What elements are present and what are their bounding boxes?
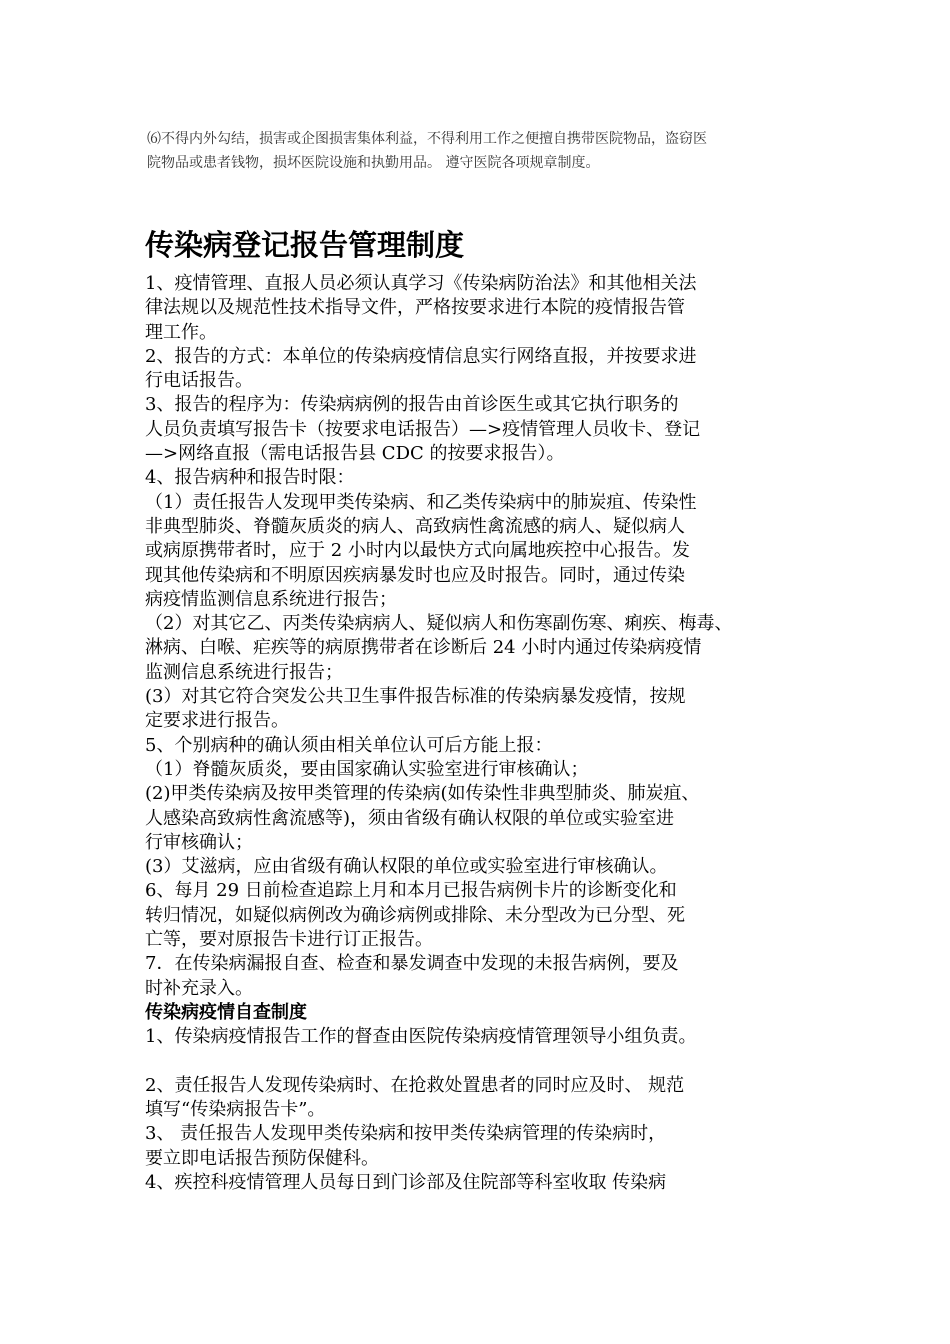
body-line: 人感染高致病性禽流感等)，须由省级有确认权限的单位或实验室进 (145, 807, 675, 829)
body-line: 亡等，要对原报告卡进行订正报告。 (145, 929, 433, 951)
body-line: 律法规以及规范性技术指导文件，严格按要求进行本院的疫情报告管 (145, 297, 685, 319)
body-line: 理工作。 (145, 321, 217, 343)
body-line: 行审核确认； (145, 831, 253, 853)
body-line: 4、报告病种和报告时限： (145, 467, 355, 489)
body-line: 填写“传染病报告卡”。 (145, 1099, 326, 1121)
body-line: 5、个别病种的确认须由相关单位认可后方能上报： (145, 734, 553, 756)
body-line: 2、责任报告人发现传染病时、在抢救处置患者的同时应及时、 规范 (145, 1074, 685, 1096)
body-line: （2）对其它乙、丙类传染病病人、疑似病人和伤寒副伤寒、痢疾、梅毒、 (145, 613, 733, 635)
body-line: (3）艾滋病，应由省级有确认权限的单位或实验室进行审核确认。 (145, 856, 668, 878)
body-line: 要立即电话报告预防保健科。 (145, 1147, 379, 1169)
body-line: 3、 责任报告人发现甲类传染病和按甲类传染病管理的传染病时， (145, 1123, 667, 1145)
body-line: 监测信息系统进行报告； (145, 661, 343, 683)
document-title: 传染病登记报告管理制度 (145, 228, 465, 262)
blank-line (145, 1050, 825, 1074)
body-line: 时补充录入。 (145, 977, 253, 999)
body-line: 非典型肺炎、脊髓灰质炎的病人、高致病性禽流感的病人、疑似病人 (145, 515, 685, 537)
body-line: 3、报告的程序为：传染病病例的报告由首诊医生或其它执行职务的 (145, 394, 679, 416)
body-line: （1）责任报告人发现甲类传染病、和乙类传染病中的肺炭疽、传染性 (145, 491, 697, 513)
section-subtitle: 传染病疫情自查制度 (145, 1001, 307, 1023)
body-line: 7．在传染病漏报自查、检查和暴发调查中发现的未报告病例，要及 (145, 953, 679, 975)
document-body (145, 272, 825, 1195)
body-line: (3）对其它符合突发公共卫生事件报告标准的传染病暴发疫情，按规 (145, 686, 686, 708)
body-line: 转归情况，如疑似病例改为确诊病例或排除、未分型改为已分型、死 (145, 904, 685, 926)
body-line: (2)甲类传染病及按甲类管理的传染病(如传染性非典型肺炎、肺炭疽、 (145, 783, 700, 805)
body-line: 淋病、白喉、疟疾等的病原携带者在诊断后 24 小时内通过传染病疫情 (145, 637, 702, 659)
body-line: 行电话报告。 (145, 370, 253, 392)
body-line: 病疫情监测信息系统进行报告； (145, 588, 397, 610)
body-line: 2、报告的方式：本单位的传染病疫情信息实行网络直报，并按要求进 (145, 345, 697, 367)
body-line: 现其他传染病和不明原因疾病暴发时也应及时报告。同时，通过传染 (145, 564, 685, 586)
note-line: 院物品或患者钱物，损坏医院设施和执勤用品。 遵守医院各项规章制度。 (147, 155, 600, 171)
body-line: 定要求进行报告。 (145, 710, 289, 732)
body-line: 或病原携带者时，应于 2 小时内以最快方式向属地疾控中心报告。发 (145, 540, 690, 562)
body-line: 人员负责填写报告卡（按要求电话报告）—>疫情管理人员收卡、登记 (145, 418, 701, 440)
body-line: （1）脊髓灰质炎，要由国家确认实验室进行审核确认； (145, 758, 589, 780)
body-line: 4、疾控科疫情管理人员每日到门诊部及住院部等科室收取 传染病 (145, 1171, 667, 1193)
previous-section-note (147, 127, 817, 175)
body-line: 1、疫情管理、直报人员必须认真学习《传染病防治法》和其他相关法 (145, 273, 697, 294)
note-line: ⑹不得内外勾结，损害或企图损害集体利益，不得利用工作之便擅自携带医院物品，盗窃医 (147, 131, 707, 147)
body-line: —>网络直报（需电话报告县 CDC 的按要求报告）。 (145, 443, 565, 465)
body-line: 6、每月 29 日前检查追踪上月和本月已报告病例卡片的诊断变化和 (145, 880, 677, 902)
body-line: 1、传染病疫情报告工作的督查由医院传染病疫情管理领导小组负责。 (145, 1026, 697, 1048)
